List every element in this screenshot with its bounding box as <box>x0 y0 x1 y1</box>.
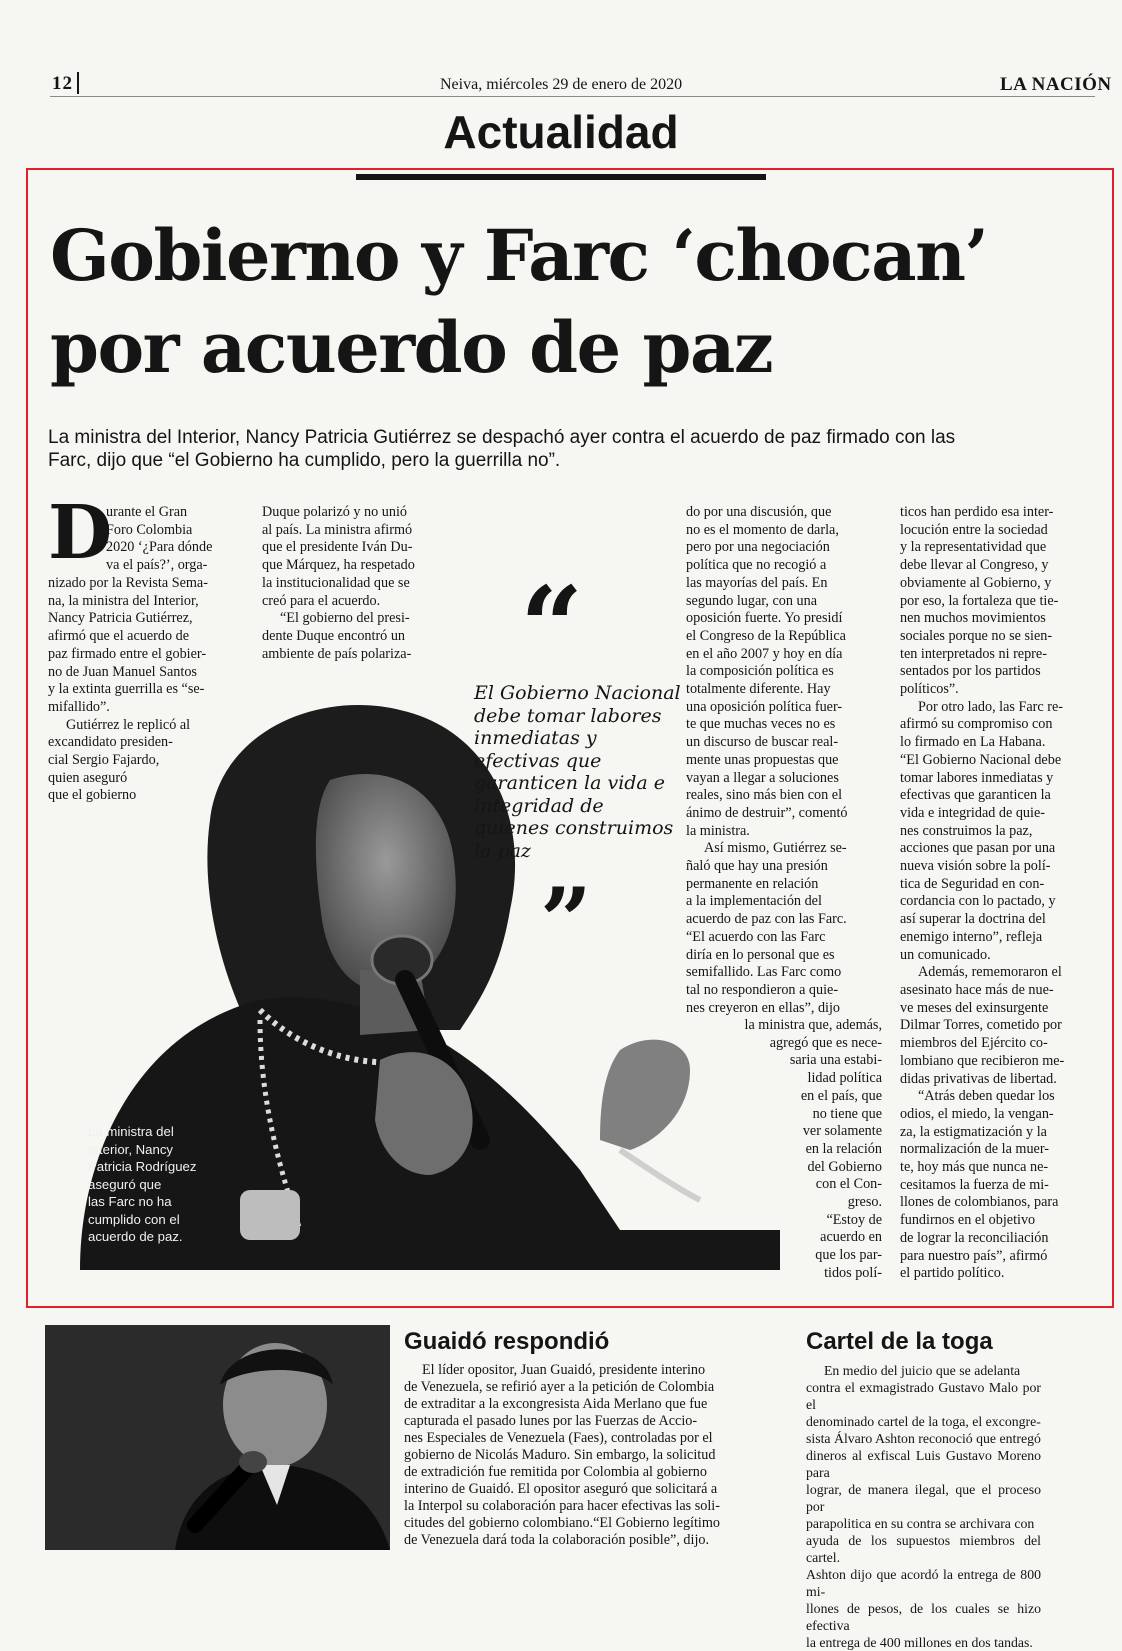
column-3-wrap <box>686 1017 882 1283</box>
text-line: llones de pesos, de los cuales se hizo efectiva <box>806 1601 1041 1633</box>
deck-line-1: La ministra del Interior, Nancy Patricia Gutiérrez se despachó ayer contra el acuerdo de paz firmado con las <box>48 427 956 448</box>
text-line: al país. La ministra afirmó <box>262 521 413 538</box>
text-line: agregó que es nece- <box>769 1034 882 1051</box>
caption-line: Interior, Nancy <box>88 1141 174 1157</box>
text-line: acuerdo en <box>820 1229 882 1246</box>
text-line: diría en lo personal que es <box>686 946 835 963</box>
text-line: Duque polarizó y no unió <box>262 504 407 520</box>
text-line: política que no recogió a <box>686 557 827 574</box>
text-line: capturada el pasado lunes por las Fuerzas de Accio- <box>404 1413 698 1429</box>
caption-line: cumplido con el <box>88 1211 180 1227</box>
text-line: efectivas que garanticen la <box>900 787 1051 804</box>
text-line: El líder opositor, Juan Guaidó, presidente interino <box>422 1362 706 1378</box>
text-line: ambiente de país polariza- <box>262 645 412 662</box>
text-line: nueva visión sobre la polí- <box>900 858 1051 875</box>
text-line: mente unas propuestas que <box>686 751 839 768</box>
text-line: de lograr la reconciliación <box>900 1229 1049 1246</box>
text-line: lidad política <box>807 1070 882 1087</box>
text-line: gobierno de Nicolás Maduro. Sin embargo, la solicitud <box>404 1447 716 1463</box>
col1-c-text <box>48 717 220 806</box>
text-line: acuerdo de paz con las Farc. <box>686 911 847 928</box>
col1-a-text <box>106 504 244 575</box>
text-line: “Atrás deben quedar los <box>918 1088 1055 1105</box>
text-line: nen muchos movimientos <box>900 610 1046 627</box>
text-line: te que muchas veces no es <box>686 716 836 733</box>
text-line: asesinato hace más de nue- <box>900 981 1054 998</box>
caption-line: acuerdo de paz. <box>88 1229 183 1244</box>
text-line: políticos”. <box>900 681 959 698</box>
text-line: y la representatividad que <box>900 539 1047 556</box>
text-line: lo firmado en La Habana. <box>900 734 1046 751</box>
text-line: en la relación <box>805 1140 882 1157</box>
text-line: do por una discusión, que <box>686 504 832 520</box>
text-line: Foro Colombia <box>106 521 193 538</box>
col4-text <box>900 504 1094 1283</box>
headline <box>50 210 1090 394</box>
text-line: za, la estigmatización y la <box>900 1123 1047 1140</box>
text-line: a la implementación del <box>686 893 822 910</box>
col3-b-text <box>686 1017 882 1283</box>
text-line: llones de colombianos, para <box>900 1194 1059 1211</box>
text-line: En medio del juicio que se adelanta <box>824 1363 1021 1378</box>
headline-line-2: por acuerdo de paz <box>50 306 773 389</box>
text-line: la composición política es <box>686 663 834 680</box>
headline-line-1: Gobierno y Farc ‘chocan’ <box>50 214 988 297</box>
text-line: te, hoy más que nunca ne- <box>900 1159 1049 1176</box>
text-line: cesitamos la fuerza de mi- <box>900 1176 1049 1193</box>
text-line: acciones que pasan por una <box>900 840 1056 857</box>
caption-line: Patricia Rodríguez <box>88 1159 197 1174</box>
text-line: quien aseguró <box>48 769 128 786</box>
text-line: mifallido”. <box>48 698 110 715</box>
text-line: segundo lugar, con una <box>686 592 818 609</box>
text-line: enemigo interno”, refleja <box>900 928 1043 945</box>
col2-text <box>262 504 456 663</box>
text-line: nizado por la Revista Sema- <box>48 575 208 591</box>
page-number-divider <box>77 72 79 94</box>
text-line: vida e integridad de quie- <box>900 804 1045 821</box>
text-line: una oposición política fuer- <box>686 698 843 715</box>
text-line: dineros al exfiscal Luis Gustavo Moreno para <box>806 1448 1041 1480</box>
text-line: sociales porque no se sien- <box>900 627 1053 644</box>
caption-line: aseguró que <box>88 1176 162 1192</box>
text-line: del Gobierno <box>807 1158 882 1175</box>
article-deck <box>48 426 1093 472</box>
text-line: contra el exmagistrado Gustavo Malo por el <box>806 1380 1041 1412</box>
deck-line-2: Farc, dijo que “el Gobierno ha cumplido, pero la guerrilla no”. <box>48 450 561 471</box>
text-line: Dilmar Torres, cometido por <box>900 1017 1062 1034</box>
text-line: lombiano que recibieron me- <box>900 1052 1065 1069</box>
cartel-story-title: Cartel de la toga <box>806 1328 993 1355</box>
text-line: Además, rememoraron el <box>918 964 1062 981</box>
text-line: denominado cartel de la toga, el excongre- <box>806 1414 1041 1429</box>
col3-a-text <box>686 504 882 1017</box>
text-line: Así mismo, Gutiérrez se- <box>704 840 847 857</box>
text-line: la institucionalidad que se <box>262 574 410 591</box>
text-line: obviamente al Gobierno, y <box>900 574 1052 591</box>
text-line: que el gobierno <box>48 787 137 804</box>
column-1-top <box>106 504 244 575</box>
text-line: locución entre la sociedad <box>900 521 1048 538</box>
text-line: cial Sergio Fajardo, <box>48 752 160 769</box>
text-line: un comunicado. <box>900 946 991 963</box>
text-line: el partido político. <box>900 1265 1005 1282</box>
masthead-logo: LA NACIÓN <box>1000 74 1112 95</box>
column-2 <box>262 504 456 663</box>
column-4 <box>900 504 1094 1283</box>
text-line: un discurso de buscar real- <box>686 734 839 751</box>
text-line: lograr, de manera ilegal, que el proceso por <box>806 1482 1041 1514</box>
text-line: ten interpretados ni repre- <box>900 645 1047 662</box>
guaido-story-title: Guaidó respondió <box>404 1328 610 1355</box>
text-line: de Venezuela, se refirió ayer a la petición de Colombia <box>404 1379 715 1395</box>
text-line: ayuda de los supuestos miembros del cartel. <box>806 1533 1041 1565</box>
text-line: nes creyeron en ellas”, dijo <box>686 999 841 1016</box>
text-line: Por otro lado, las Farc re- <box>918 698 1063 715</box>
text-line: normalización de la muer- <box>900 1141 1050 1158</box>
text-line: semifallido. Las Farc como <box>686 964 842 981</box>
text-line: así superar la doctrina del <box>900 911 1046 928</box>
guaido-story-text <box>404 1362 764 1549</box>
text-line: ñaló que hay una presión <box>686 858 828 875</box>
date-line: Neiva, miércoles 29 de enero de 2020 <box>440 76 683 93</box>
text-line: sista Álvaro Ashton reconoció que entregó <box>806 1431 1041 1446</box>
text-line: “El acuerdo con las Farc <box>686 928 826 945</box>
text-line: ánimo de destruir”, comentó <box>686 804 848 821</box>
cartel-story <box>806 1328 1041 1651</box>
text-line: sentados por los partidos <box>900 663 1041 680</box>
text-line: tidos polí- <box>824 1264 882 1281</box>
text-line: oposición fuerte. Yo presidí <box>686 610 843 627</box>
text-line: ticos han perdido esa inter- <box>900 504 1054 520</box>
text-line: que Márquez, ha respetado <box>262 557 415 574</box>
text-line: pero por una negociación <box>686 539 830 556</box>
column-3 <box>686 504 882 1017</box>
cartel-story-text <box>806 1362 1041 1651</box>
text-line: Gutiérrez le replicó al <box>66 716 191 733</box>
text-line: las mayorías del país. En <box>686 574 828 591</box>
header-rule <box>50 96 1095 97</box>
text-line: no de Juan Manuel Santos <box>48 663 197 680</box>
text-line: la ministra. <box>686 822 750 839</box>
text-line: la ministra que, además, <box>744 1017 882 1033</box>
text-line: por eso, la fortaleza que tie- <box>900 592 1059 609</box>
text-line: urante el Gran <box>106 504 188 520</box>
guaido-story <box>404 1328 764 1549</box>
text-line: tomar labores inmediatas y <box>900 769 1054 786</box>
text-line: de Venezuela dará toda la colaboración posible”, dijo. <box>404 1532 710 1548</box>
text-line: na, la ministra del Interior, <box>48 592 199 609</box>
text-line: vayan a llegar a soluciones <box>686 769 839 786</box>
close-quote-mark: ” <box>540 868 592 974</box>
text-line: miembros del Ejército co- <box>900 1035 1048 1052</box>
text-line: la Interpol su colaboración para hacer efectivas las soli- <box>404 1498 720 1514</box>
text-line: greso. <box>847 1194 882 1211</box>
text-line: tica de Seguridad en con- <box>900 875 1045 892</box>
text-line: con el Con- <box>815 1176 882 1193</box>
text-line: odios, el miedo, la vengan- <box>900 1105 1054 1122</box>
col1-b-text <box>48 575 244 717</box>
text-line: afirmó su compromiso con <box>900 716 1053 733</box>
guaido-photo <box>45 1325 390 1550</box>
column-1 <box>48 575 244 805</box>
text-line: excandidato presiden- <box>48 734 173 751</box>
text-line: de extradición fue remitida por Colombia al gobierno <box>404 1464 707 1480</box>
text-line: 2020 ‘¿Para dónde <box>106 539 213 556</box>
open-quote-mark: “ <box>520 562 584 691</box>
text-line: no tiene que <box>812 1105 882 1122</box>
text-line: Nancy Patricia Gutiérrez, <box>48 610 193 627</box>
pull-quote: El Gobierno Nacional debe tomar labores inmediatas y efectivas que garanticen la vida e integridad de quienes construimos la paz <box>474 682 681 862</box>
text-line: tal no respondieron a quie- <box>686 981 839 998</box>
text-line: paz firmado entre el gobier- <box>48 645 207 662</box>
text-line: saria una estabi- <box>789 1052 882 1069</box>
caption-line: las Farc no ha <box>88 1194 172 1209</box>
text-line: nes Especiales de Venezuela (Faes), controladas por el <box>404 1430 713 1446</box>
section-title: Actualidad <box>443 106 679 158</box>
text-line: reales, sino más bien con el <box>686 787 843 804</box>
drop-cap: D <box>48 490 113 576</box>
text-line: afirmó que el acuerdo de <box>48 628 190 645</box>
text-line: la entrega de 400 millones en dos tandas. <box>806 1635 1033 1650</box>
text-line: en el país, que <box>800 1087 882 1104</box>
text-line: citudes del gobierno colombiano.“El Gobierno legítimo <box>404 1515 720 1531</box>
text-line: creó para el acuerdo. <box>262 592 381 609</box>
photo-caption <box>88 1123 218 1246</box>
text-line: que los par- <box>815 1247 882 1264</box>
text-line: va el país?’, orga- <box>106 557 208 574</box>
page-number: 12 <box>52 73 73 94</box>
text-line: nes construimos la paz, <box>900 822 1033 839</box>
text-line: cordancia con lo pactado, y <box>900 893 1056 910</box>
text-line: no es el momento de darla, <box>686 521 839 538</box>
text-line: permanente en relación <box>686 875 819 892</box>
text-line: en el año 2007 y hoy en día <box>686 645 843 662</box>
text-line: totalmente diferente. Hay <box>686 681 831 698</box>
text-line: que el presidente Iván Du- <box>262 539 413 556</box>
caption-line: La ministra del <box>88 1124 174 1139</box>
text-line: “El gobierno del presi- <box>280 610 410 627</box>
text-line: ver solamente <box>802 1123 882 1140</box>
text-line: “Estoy de <box>826 1211 882 1228</box>
text-line: fundirnos en el objetivo <box>900 1212 1036 1229</box>
text-line: “El Gobierno Nacional debe <box>900 751 1062 768</box>
text-line: didas privativas de libertad. <box>900 1070 1057 1087</box>
text-line: Ashton dijo que acordó la entrega de 800 mi- <box>806 1567 1041 1599</box>
text-line: para nuestro país”, afirmó <box>900 1247 1048 1264</box>
text-line: y la extinta guerrilla es “se- <box>48 681 205 698</box>
text-line: parapolitica en su contra se archivara con <box>806 1516 1035 1531</box>
text-line: de extraditar a la excongresista Aida Merlano que fue <box>404 1396 708 1412</box>
text-line: dente Duque encontró un <box>262 627 406 644</box>
text-line: interino de Guaidó. El opositor aseguró que solicitará a <box>404 1481 718 1497</box>
text-line: debe llevar al Congreso, y <box>900 557 1049 574</box>
text-line: el Congreso de la República <box>686 627 846 644</box>
text-line: ve meses del exinsurgente <box>900 999 1049 1016</box>
